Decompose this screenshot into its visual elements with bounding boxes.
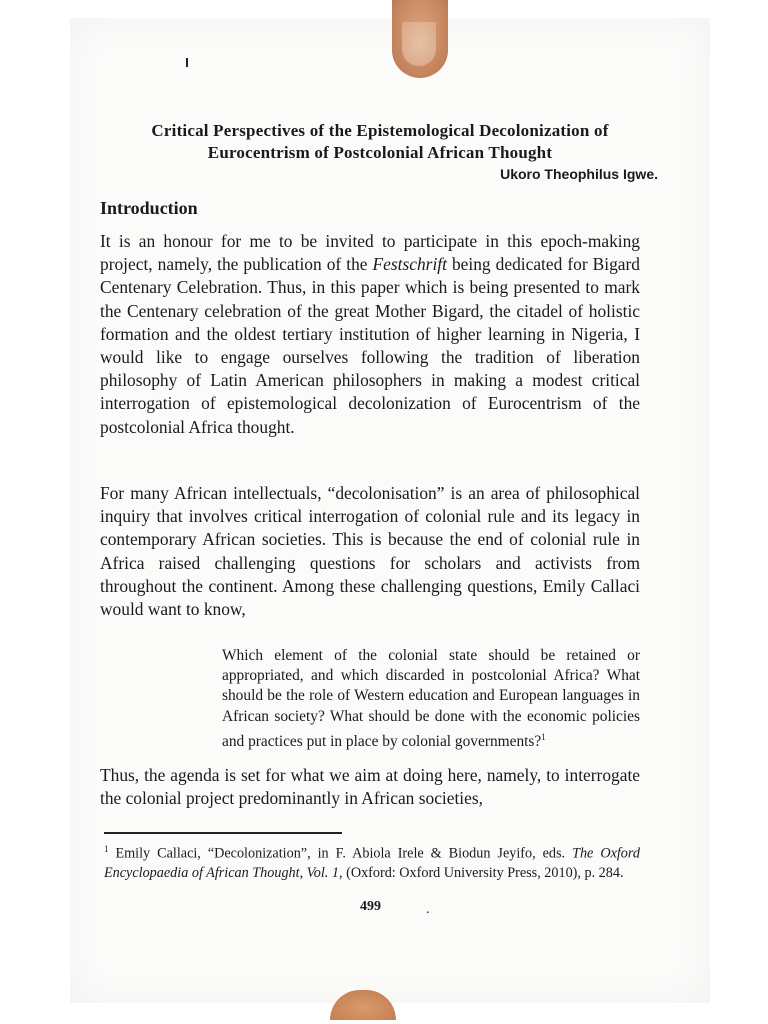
stray-mark bbox=[186, 58, 188, 67]
footnote-text-b: (Oxford: Oxford University Press, 2010), p. 284. bbox=[342, 864, 624, 881]
paragraph-1-text-b: being dedicated for Bigard Centenary Celebration. Thus, in this paper which is being presented to mark the Centenary celebration of the great Mother Bigard, the citadel of holistic formation and the oldest tertiary institution of higher learning in Nigeria, I would like to engage ourselves following the tradition of liberation philosophy of Latin American philosophers in making a modest critical interrogation of epistemological decolonization of Eurocentrism of the postcolonial Africa thought. bbox=[100, 254, 640, 437]
block-quote-text: Which element of the colonial state should be retained or appropriated, and which discarded in postcolonial Africa? What should be the role of Western education and European languages in African society? What should be done with the economic policies and practices put in place by colonial governments? bbox=[222, 647, 640, 750]
paragraph-3: Thus, the agenda is set for what we aim at doing here, namely, to interrogate the colonial project predominantly in African societies, bbox=[100, 765, 640, 809]
footnote bbox=[104, 840, 640, 883]
footnote-text-a: Emily Callaci, “Decolonization”, in F. Abiola Irele & Biodun Jeyifo, eds. bbox=[108, 845, 573, 862]
title-line-2: Eurocentrism of Postcolonial African Thought bbox=[207, 143, 553, 162]
page-speck: . bbox=[426, 902, 430, 917]
page-number: 499 bbox=[360, 899, 381, 914]
section-heading: Introduction bbox=[100, 198, 198, 218]
paragraph-1 bbox=[100, 230, 640, 439]
author-name: Ukoro Theophilus Igwe. bbox=[500, 166, 658, 182]
paragraph-2: For many African intellectuals, “decolonisation” is an area of philosophical inquiry that involves critical interrogation of colonial rule and its legacy in contemporary African societies. This is because the end of colonial rule in Africa raised challenging questions for scholars and activists from throughout the continent. Among these challenging questions, Emily Callaci would want to know, bbox=[100, 483, 640, 620]
festschrift-italic: Festschrift bbox=[372, 254, 447, 275]
title-line-1: Critical Perspectives of the Epistemological Decolonization of bbox=[151, 121, 609, 140]
block-quote bbox=[222, 646, 640, 752]
page-title bbox=[100, 120, 660, 164]
finger-top-nail bbox=[402, 22, 436, 66]
paragraph-1-text-a: It is an honour for me to be invited to participate in this epoch-making project, namely, the publication of the bbox=[100, 231, 640, 275]
footnote-italic-title: The Oxford Encyclopaedia of African Thought, Vol. 1, bbox=[104, 845, 640, 881]
footnote-number: 1 bbox=[104, 844, 109, 854]
footnote-divider bbox=[104, 832, 342, 834]
footnote-ref: 1 bbox=[541, 731, 546, 742]
